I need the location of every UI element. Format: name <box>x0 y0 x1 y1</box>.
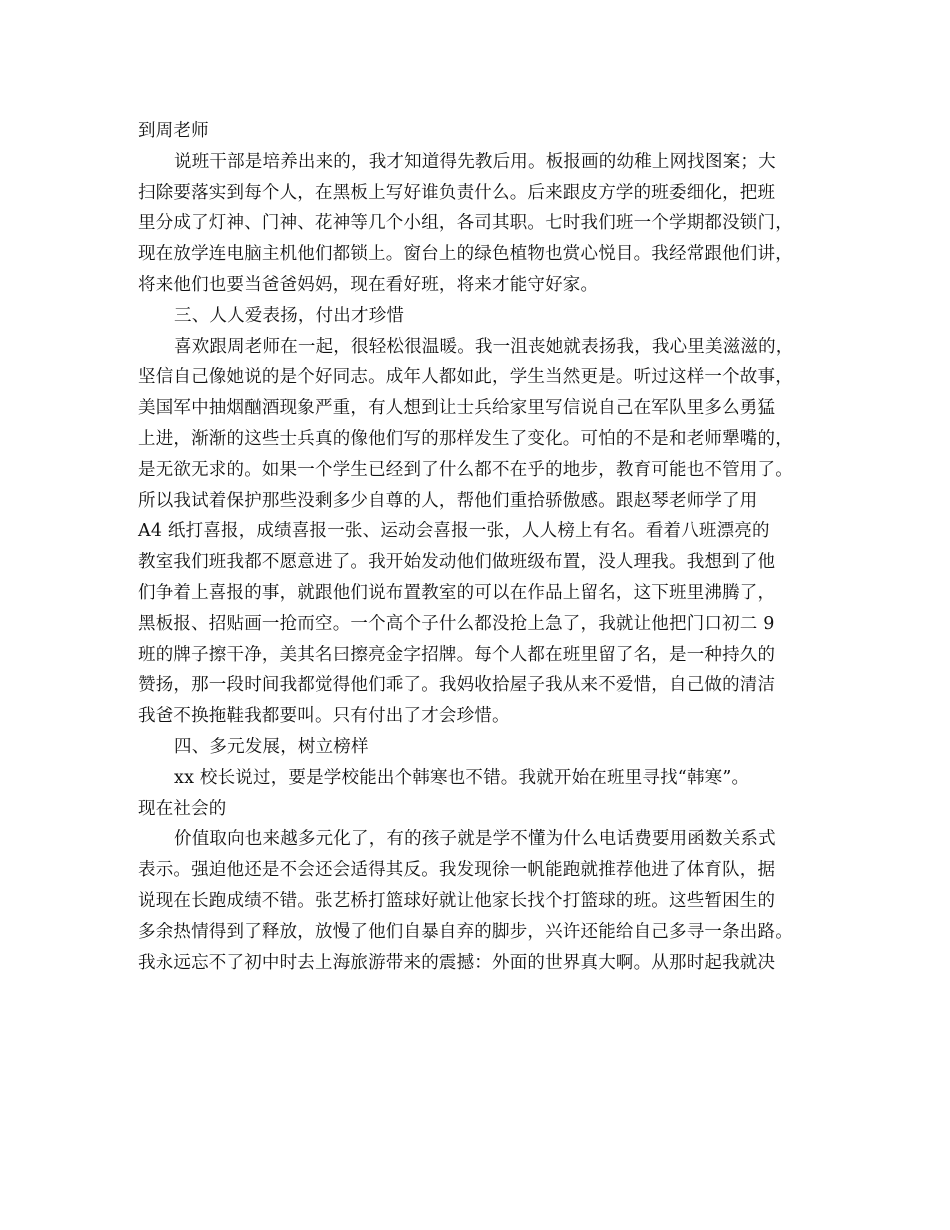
text-line: 表示。强迫他还是不会还会适得其反。我发现徐一帆能跑就推荐他进了体育队，据 <box>138 860 776 881</box>
text-line: 里分成了灯神、门神、花神等几个小组，各司其职。七时我们班一个学期都没锁门， <box>138 213 793 234</box>
text-line: 四、多元发展，树立榜样 <box>174 736 369 757</box>
text-line: 扫除要落实到每个人，在黑板上写好谁负责什么。后来跟皮方学的班委细化，把班 <box>138 182 776 203</box>
text-line: xx 校长说过，要是学校能出个韩寒也不错。我就开始在班里寻找“韩寒”。 <box>174 767 750 788</box>
text-line: 多余热情得到了释放，放慢了他们自暴自弃的脚步，兴许还能给自己多寻一条出路。 <box>138 921 793 942</box>
text-line: 美国军中抽烟酗酒现象严重，有人想到让士兵给家里写信说自己在军队里多么勇猛 <box>138 398 776 419</box>
text-line: 说班干部是培养出来的，我才知道得先教后用。板报画的幼稚上网找图案；大 <box>174 151 776 172</box>
text-line: 班的牌子擦干净，美其名曰擦亮金字招牌。每个人都在班里留了名，是一种持久的 <box>138 644 776 665</box>
text-line: 上进，渐渐的这些士兵真的像他们写的那样发生了变化。可怕的不是和老师犟嘴的， <box>138 428 793 449</box>
text-line: 们争着上喜报的事，就跟他们说布置教室的可以在作品上留名，这下班里沸腾了， <box>138 582 776 603</box>
text-line: 坚信自己像她说的是个好同志。成年人都如此，学生当然更是。听过这样一个故事， <box>138 367 793 388</box>
text-line: 将来他们也要当爸爸妈妈，现在看好班，将来才能守好家。 <box>138 274 599 295</box>
text-line: 喜欢跟周老师在一起，很轻松很温暖。我一沮丧她就表扬我，我心里美滋滋的， <box>174 336 794 357</box>
text-line: 价值取向也来越多元化了，有的孩子就是学不懂为什么电话费要用函数关系式 <box>174 829 776 850</box>
text-line: 到周老师 <box>138 121 209 141</box>
text-line: 是无欲无求的。如果一个学生已经到了什么都不在乎的地步，教育可能也不管用了。 <box>138 459 793 480</box>
text-line: 现在放学连电脑主机他们都锁上。窗台上的绿色植物也赏心悦目。我经常跟他们讲， <box>138 244 793 265</box>
text-line: 我爸不换拖鞋我都要叫。只有付出了才会珍惜。 <box>138 706 510 727</box>
text-line: 三、人人爱表扬，付出才珍惜 <box>174 305 405 326</box>
text-line: 教室我们班我都不愿意进了。我开始发动他们做班级布置，没人理我。我想到了他 <box>138 552 776 573</box>
text-line: 所以我试着保护那些没剩多少自尊的人，帮他们重拾骄傲感。跟赵琴老师学了用 <box>138 490 758 511</box>
text-line: 我永远忘不了初中时去上海旅游带来的震撼：外面的世界真大啊。从那时起我就决 <box>138 952 776 973</box>
text-line: 说现在长跑成绩不错。张艺桥打篮球好就让他家长找个打篮球的班。这些暂困生的 <box>138 890 776 911</box>
text-line: A4 纸打喜报，成绩喜报一张、运动会喜报一张，人人榜上有名。看着八班漂亮的 <box>138 521 770 542</box>
text-line: 黑板报、招贴画一抢而空。一个高个子什么都没抢上急了，我就让他把门口初二 9 <box>138 613 775 634</box>
text-line: 现在社会的 <box>138 798 227 819</box>
document-body <box>138 116 818 978</box>
text-line: 赞扬，那一段时间我都觉得他们乖了。我妈收拾屋子我从来不爱惜，自己做的清洁 <box>138 675 776 696</box>
